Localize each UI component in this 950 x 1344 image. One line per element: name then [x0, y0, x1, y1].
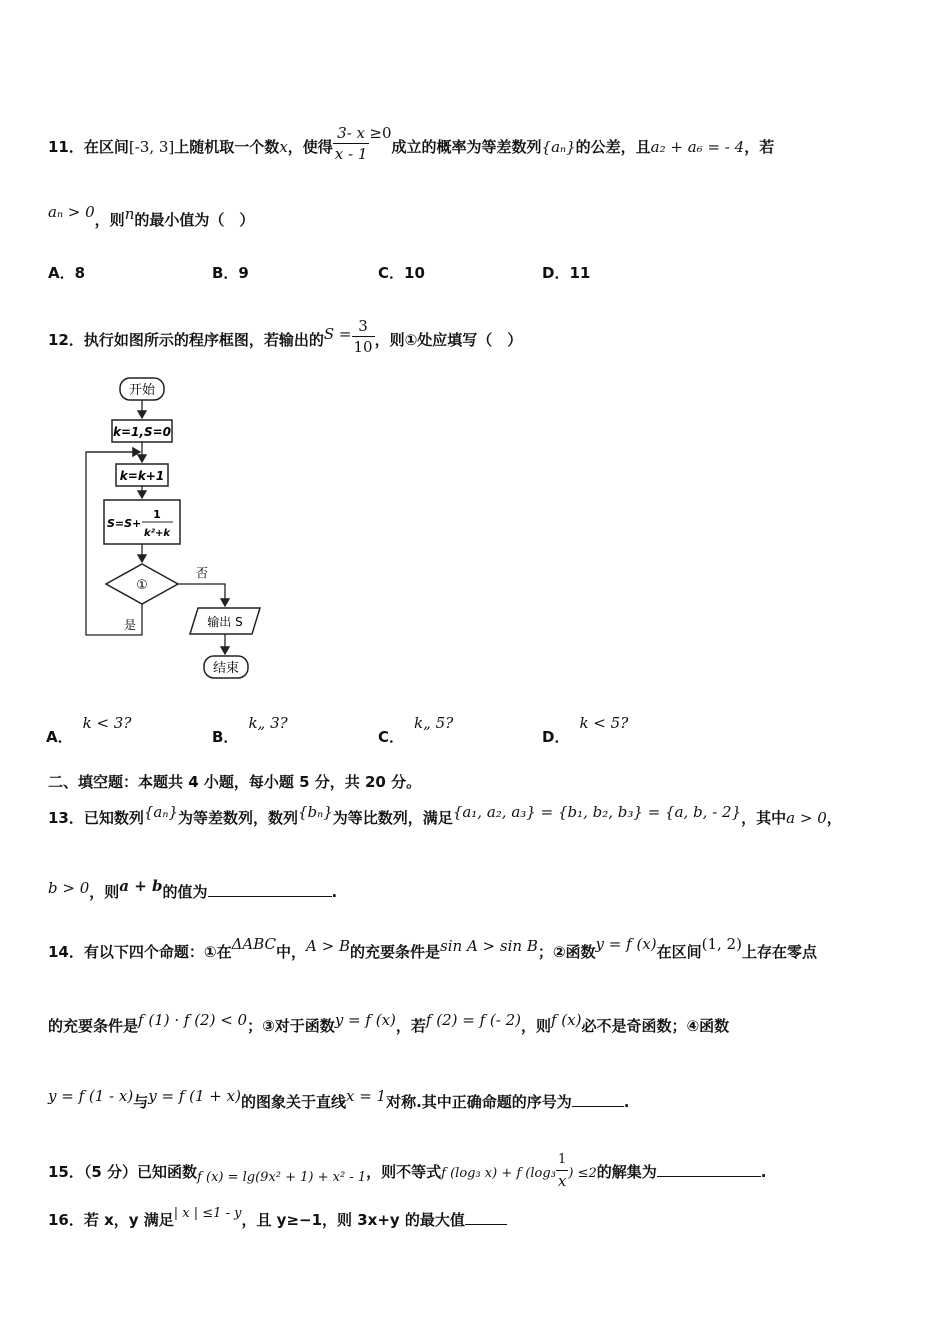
- q15-answer-blank[interactable]: [657, 1176, 761, 1177]
- q11-text: 的公差，且: [575, 138, 651, 156]
- q14-text: 的图象关于直线: [240, 1093, 346, 1111]
- q15-text: .: [760, 1163, 767, 1181]
- q13-number: 13．: [48, 809, 84, 827]
- q14-text: 中，: [276, 943, 307, 961]
- q11-an-positive: aₙ > 0: [48, 203, 95, 221]
- q11-text: 成立的概率为等差数列: [391, 138, 542, 156]
- q13-text: 已知数列: [83, 809, 144, 827]
- q14-text: 有以下四个命题：①在: [83, 943, 232, 961]
- q14-fx: f (x): [550, 1011, 582, 1029]
- q11-frac-den: x - 1: [334, 145, 368, 163]
- q14-text: .: [623, 1093, 630, 1111]
- q15-number: 15．: [48, 1163, 84, 1181]
- q14-text: 的充要条件是: [48, 1017, 139, 1035]
- q12-option-d-letter: D．: [542, 728, 570, 746]
- q15-ineq-a: f (log₃ x) + f (log₃: [441, 1166, 556, 1181]
- q12-frac-num: 3: [352, 316, 375, 337]
- q15-text: 的解集为: [596, 1163, 657, 1181]
- q14-text: ；③对于函数: [247, 1017, 335, 1035]
- q11-fraction: [333, 123, 370, 164]
- q14-text: 上存在零点: [741, 943, 817, 961]
- q14-yfx: y = f (x): [595, 935, 657, 953]
- q11-text: ，若: [744, 138, 775, 156]
- q14-sin: sin A > sin B: [440, 937, 538, 955]
- q11-var-n: n: [124, 205, 135, 223]
- q14-f2b: y = f (1 + x): [148, 1087, 241, 1105]
- q14-text: 在区间: [656, 943, 702, 961]
- q14-triangle: ΔABC: [231, 935, 277, 953]
- q12-text: 执行如图所示的程序框图，若输出的: [83, 331, 324, 349]
- flow-update-prefix: S=S+: [107, 517, 142, 530]
- q11-seq: {aₙ}: [541, 138, 576, 156]
- q12-option-b: [212, 712, 288, 746]
- q12-option-d: [542, 712, 629, 746]
- q11-text: ，使得: [287, 138, 333, 156]
- q13-text: 为等比数列，满足: [332, 809, 453, 827]
- q14-line3: [48, 1087, 630, 1112]
- q15-text: ，则不等式: [366, 1163, 442, 1181]
- flow-no-label: 否: [196, 566, 209, 580]
- q15-fraction: [556, 1150, 568, 1191]
- q13-text: ，: [826, 809, 842, 827]
- q12-option-a: [46, 712, 132, 746]
- q14-yfx2: y = f (x): [334, 1011, 396, 1029]
- q12-option-c: [378, 712, 454, 746]
- q11-line2: [48, 203, 255, 230]
- q12-s-lhs: S =: [323, 325, 352, 343]
- q13-seq-b: {bₙ}: [298, 803, 333, 821]
- q12-option-b-letter: B．: [212, 728, 239, 746]
- q14-text: ，若: [395, 1017, 426, 1035]
- q14-text: 的充要条件是: [350, 943, 441, 961]
- q12-number: 12．: [48, 331, 84, 349]
- q11-option-b: B．9: [212, 264, 249, 282]
- flow-update-den: k²+k: [143, 528, 171, 539]
- q16-condition: | x | ≤1 - y: [173, 1206, 242, 1221]
- q13-text: ，其中: [741, 809, 787, 827]
- q11-text: 上随机取一个数: [174, 138, 280, 156]
- q13-equation: {a₁, a₂, a₃} = {b₁, b₂, b₃} = {a, b, - 2}: [452, 803, 742, 821]
- q15-function: f (x) = lg(9x² + 1) + x² - 1: [197, 1170, 367, 1185]
- q12-option-b-math: k„ 3?: [248, 714, 288, 732]
- q12-option-d-math: k < 5?: [579, 714, 629, 732]
- q11-ineq: ≥0: [369, 124, 392, 142]
- q12-option-c-math: k„ 5?: [414, 714, 454, 732]
- q16-answer-blank[interactable]: [465, 1224, 507, 1225]
- q16-line1: [48, 1206, 507, 1232]
- q11-cond: a₂ + a₆ = - 4: [650, 138, 745, 156]
- q13-answer-blank[interactable]: [208, 896, 332, 897]
- q13-text: 为等差数列，数列: [178, 809, 299, 827]
- q14-f2: f (2) = f (- 2): [425, 1011, 521, 1029]
- q11-text: 在区间: [83, 138, 129, 156]
- flow-output-label: 输出 S: [207, 615, 243, 629]
- q14-interval: (1, 2): [701, 935, 742, 953]
- q14-a-gt-b: A > B: [306, 937, 351, 955]
- q13-text: .: [331, 883, 338, 901]
- q11-line1: [48, 124, 775, 168]
- flow-increment-label: k=k+1: [119, 469, 165, 483]
- q12-frac-den: 10: [353, 338, 373, 356]
- q16-text: ，且 y≥−1，则 3x+y 的最大值: [241, 1211, 465, 1229]
- flowchart: [80, 370, 280, 690]
- q13-line1: [48, 803, 842, 828]
- q11-interval: [-3, 3]: [128, 138, 175, 156]
- q14-text: 与: [133, 1093, 149, 1111]
- q14-text: 必不是奇函数；④函数: [581, 1017, 730, 1035]
- q11-number: 11．: [48, 138, 84, 156]
- q15-text: （5 分）已知函数: [83, 1163, 198, 1181]
- q15-frac-num: 1: [556, 1150, 568, 1171]
- q13-expr: a + b: [119, 877, 163, 895]
- q13-text: ，则: [89, 883, 120, 901]
- q11-option-a: A．8: [48, 264, 86, 282]
- q11-text: 的最小值为（ ）: [134, 211, 255, 229]
- q12-option-a-letter: A．: [46, 728, 73, 746]
- q14-line1: [48, 935, 817, 962]
- flow-start-label: 开始: [128, 383, 156, 398]
- q14-product: f (1) · f (2) < 0: [138, 1011, 248, 1029]
- q14-text: ；②函数: [537, 943, 596, 961]
- q12-fraction: [352, 316, 375, 357]
- q12-option-c-letter: C．: [378, 728, 405, 746]
- q13-text: 的值为: [162, 883, 208, 901]
- q13-cond-a: a > 0: [786, 809, 827, 827]
- q11-text: ，则: [94, 211, 125, 229]
- flow-decision-label: ①: [136, 578, 148, 593]
- q11-option-d: D．11: [542, 264, 591, 282]
- flow-update-num: 1: [153, 508, 161, 521]
- q14-number: 14．: [48, 943, 84, 961]
- q11-var-x: x: [279, 138, 288, 156]
- q16-number: 16．: [48, 1211, 84, 1229]
- q11-option-c: C．10: [378, 264, 425, 282]
- section-header: 二、填空题：本题共 4 小题，每小题 5 分，共 20 分。: [48, 773, 422, 791]
- q15-frac-den: x: [557, 1172, 567, 1190]
- q14-f1: y = f (1 - x): [48, 1087, 134, 1105]
- q15-line1: [48, 1152, 766, 1193]
- q16-text: 若 x，y 满足: [83, 1211, 174, 1229]
- q12-line1: [48, 317, 523, 361]
- flow-yes-label: 是: [124, 618, 137, 632]
- q11-frac-num: 3- x: [333, 123, 370, 144]
- q13-cond-b: b > 0: [48, 879, 90, 897]
- q14-line2: [48, 1011, 730, 1036]
- q14-line-x1: x = 1: [345, 1087, 387, 1105]
- q14-text: ，则: [520, 1017, 551, 1035]
- q14-text: 对称.其中正确命题的序号为: [386, 1093, 572, 1111]
- flow-init-label: k=1,S=0: [113, 425, 171, 439]
- q12-option-a-math: k < 3?: [82, 714, 132, 732]
- q14-answer-blank[interactable]: [572, 1106, 624, 1107]
- q13-seq-a: {aₙ}: [143, 803, 178, 821]
- flow-end-label: 结束: [212, 661, 240, 676]
- q12-text: ，则①处应填写（ ）: [374, 331, 523, 349]
- q15-ineq-b: ) ≤2: [568, 1166, 597, 1181]
- q13-line2: [48, 877, 338, 902]
